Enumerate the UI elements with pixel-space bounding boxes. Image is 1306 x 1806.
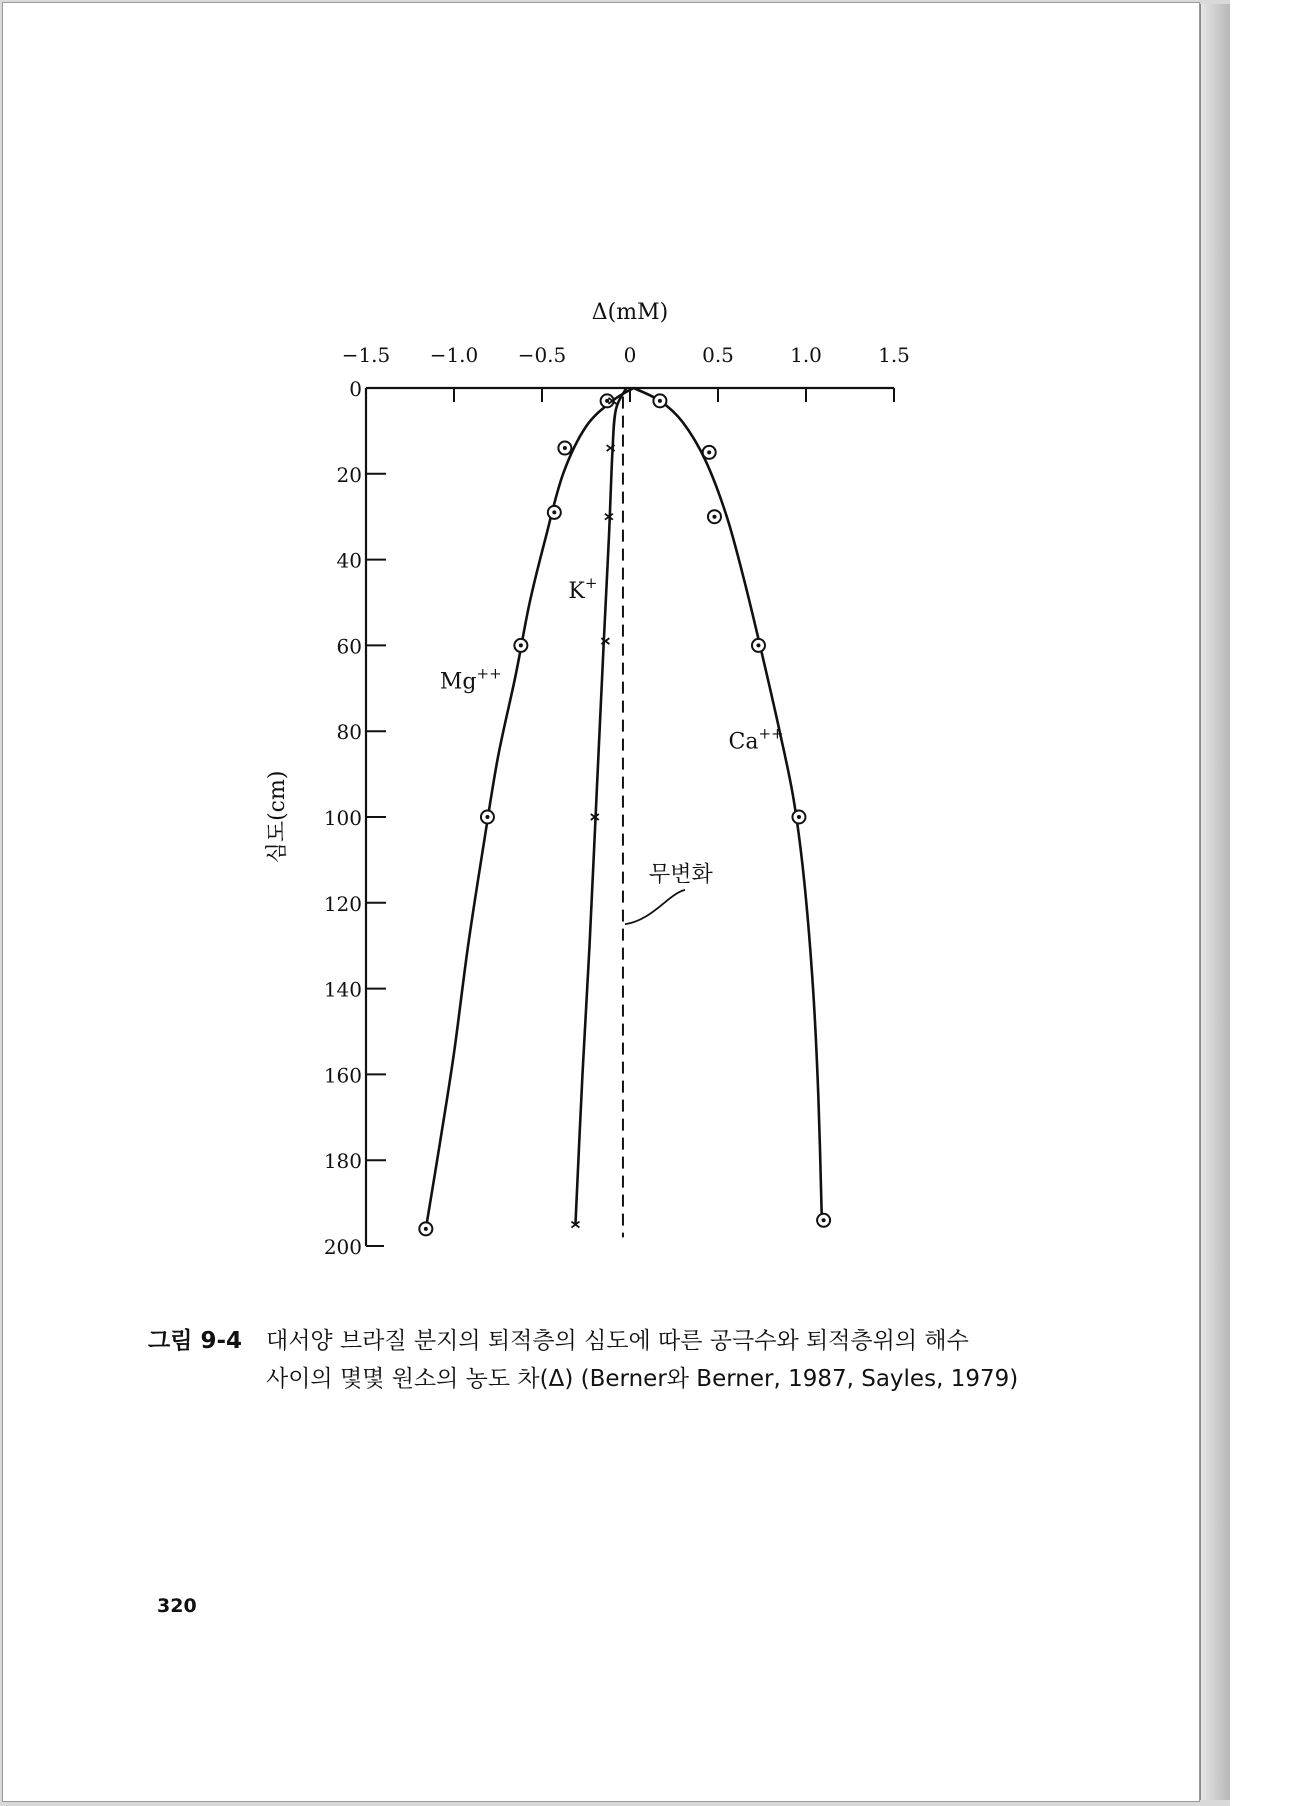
y-tick-label: 120 (323, 891, 362, 916)
x-tick-label: 1.0 (790, 343, 822, 367)
chart-axes (324, 343, 910, 1259)
x-axis-title: Δ(mM) (591, 300, 669, 325)
caption-line-2: 사이의 몇몇 원소의 농도 차(Δ) (Berner와 Berner, 1987, Sayles, 1979) (266, 1366, 1019, 1392)
series-label-mg: Mg++ (439, 664, 502, 695)
y-tick-label: 60 (336, 634, 362, 659)
point-dot-ca (658, 399, 662, 403)
y-tick-label: 160 (323, 1063, 362, 1088)
x-tick-label: 0.5 (702, 343, 734, 367)
curve-ca (634, 388, 822, 1220)
point-dot-ca (822, 1218, 826, 1222)
point-dot-ca (712, 515, 716, 519)
x-tick-label: 0 (623, 343, 637, 367)
y-tick-label: 0 (349, 377, 362, 401)
y-tick-label: 20 (336, 462, 362, 487)
x-tick-label: −1.5 (341, 343, 391, 367)
x-tick-label: −0.5 (517, 343, 567, 367)
page-number: 320 (157, 1595, 197, 1617)
y-axis-title: 심도(cm) (265, 770, 290, 864)
y-tick-label: 80 (336, 720, 362, 745)
figure-caption (148, 1322, 1098, 1398)
point-dot-mg (519, 643, 523, 647)
chart-markers (419, 394, 830, 1235)
series-label-k: K+ (568, 574, 598, 605)
curve-k (575, 388, 626, 1225)
point-dot-ca (797, 815, 801, 819)
point-dot-mg (605, 399, 609, 403)
x-tick-label: −1.0 (429, 343, 479, 367)
x-tick-label: 1.5 (878, 343, 910, 367)
point-dot-ca (707, 450, 711, 454)
point-dot-mg (485, 815, 489, 819)
point-dot-mg (552, 510, 556, 514)
y-tick-label: 180 (323, 1149, 362, 1174)
y-tick-label: 100 (323, 806, 362, 830)
no-change-label: 무변화 (648, 862, 713, 888)
point-dot-mg (563, 446, 567, 450)
point-dot-ca (756, 643, 760, 647)
reference-leader-line (625, 890, 685, 924)
series-label-ca: Ca++ (728, 724, 784, 755)
y-tick-label: 200 (323, 1235, 362, 1259)
point-dot-mg (424, 1227, 428, 1231)
caption-line-1: 대서양 브라질 분지의 퇴적층의 심도에 따른 공극수와 퇴적층위의 해수 (266, 1328, 969, 1354)
y-tick-label: 140 (323, 977, 362, 1002)
curve-mg (426, 388, 634, 1229)
figure-label: 그림 9-4 (148, 1328, 242, 1354)
y-tick-label: 40 (336, 548, 362, 573)
